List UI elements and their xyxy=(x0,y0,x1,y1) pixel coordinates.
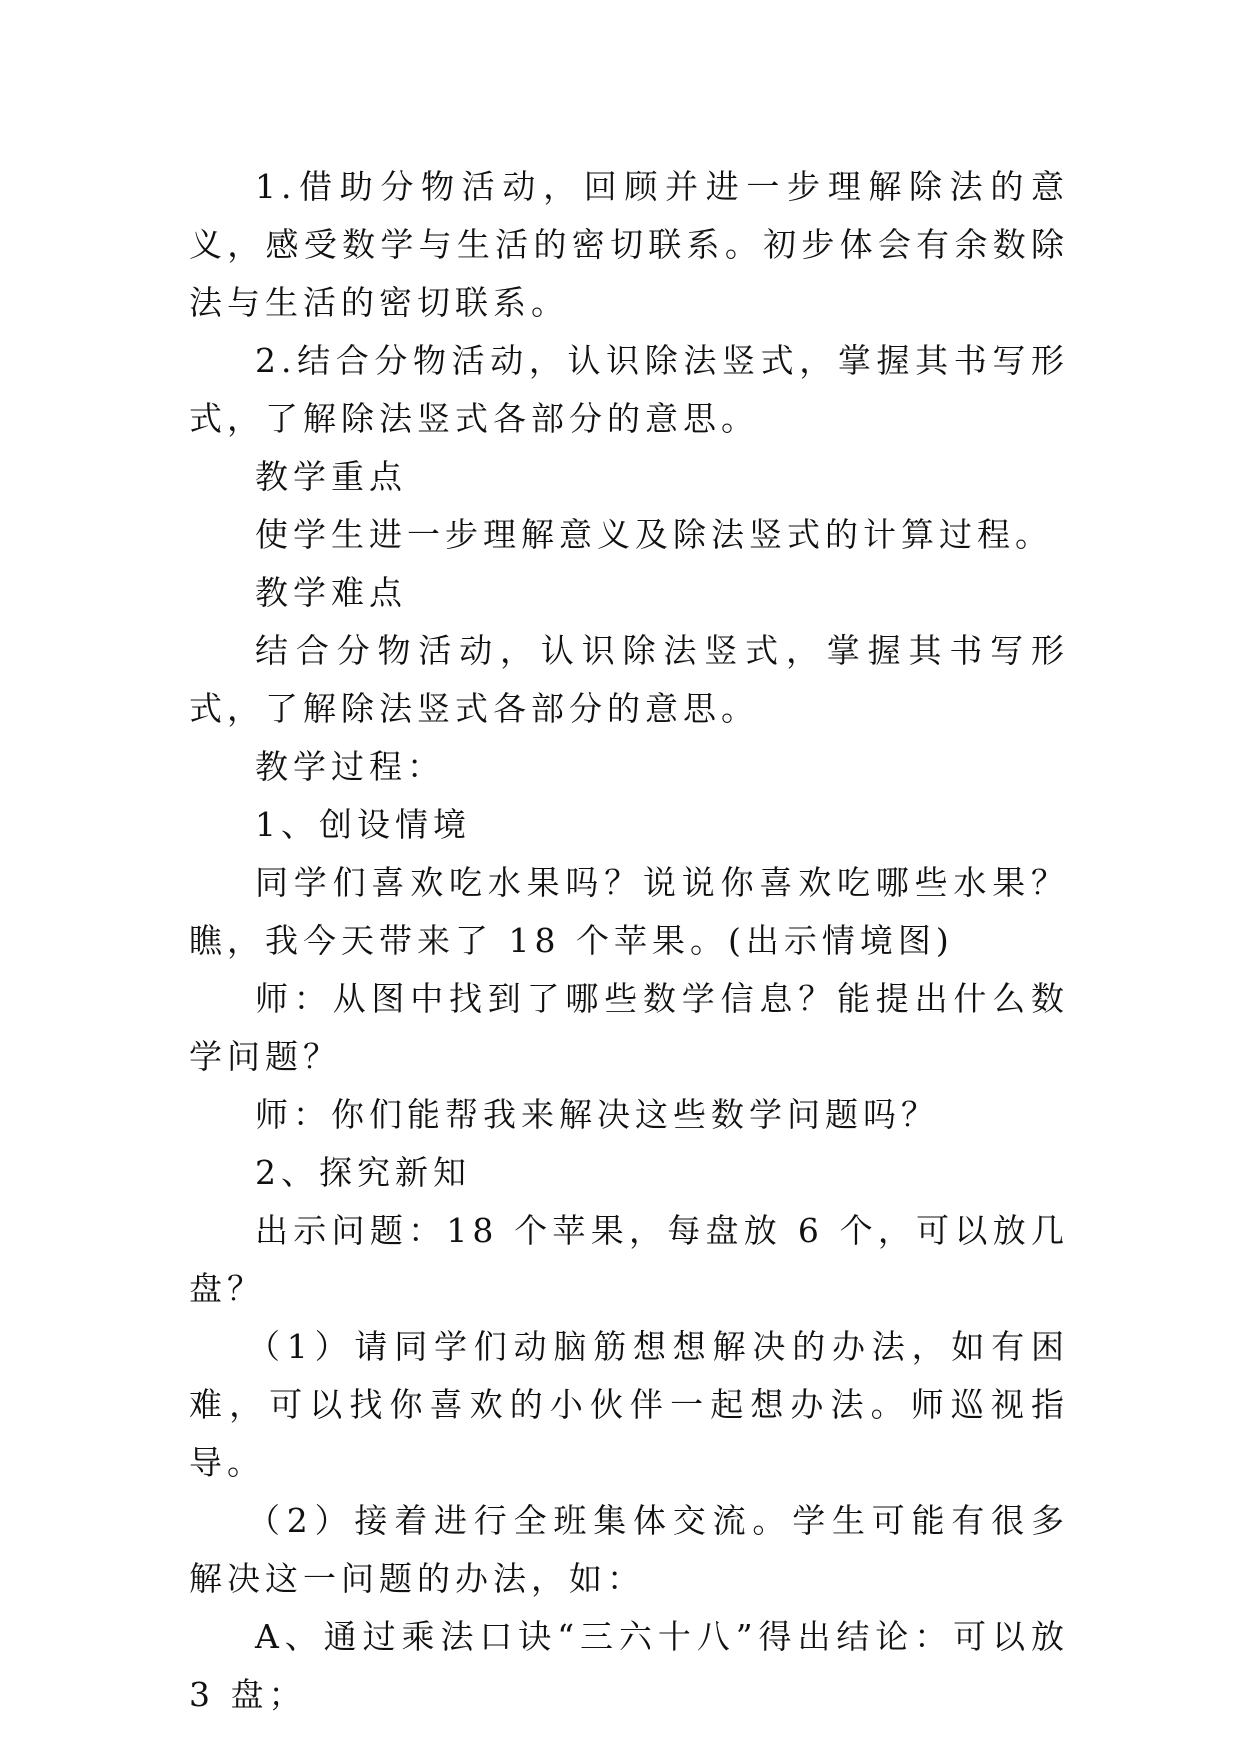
section-2-heading: 2、探究新知 xyxy=(255,1153,471,1192)
section-1-heading: 1、创设情境 xyxy=(255,805,471,844)
scenario-paragraph: 同学们喜欢吃水果吗？说说你喜欢吃哪些水果？瞧，我今天带来了 18 个苹果。(出示情境图) xyxy=(189,863,1069,960)
document-body xyxy=(189,158,1069,1724)
method-a-paragraph: A、通过乘法口诀“三六十八”得出结论：可以放 3 盘； xyxy=(189,1617,1069,1714)
step-2-paragraph: （2）接着进行全班集体交流。学生可能有很多解决这一问题的办法，如： xyxy=(189,1501,1069,1598)
key-points-heading: 教学重点 xyxy=(255,457,407,496)
problem-paragraph: 出示问题：18 个苹果，每盘放 6 个，可以放几盘？ xyxy=(189,1211,1069,1308)
objective-1-paragraph: 1.借助分物活动，回顾并进一步理解除法的意义，感受数学与生活的密切联系。初步体会有余数除法与生活的密切联系。 xyxy=(189,167,1069,322)
teacher-prompt-paragraph: 师：你们能帮我来解决这些数学问题吗？ xyxy=(255,1095,939,1134)
teacher-question-paragraph: 师：从图中找到了哪些数学信息？能提出什么数学问题？ xyxy=(189,979,1069,1076)
step-1-paragraph: （1）请同学们动脑筋想想解决的办法，如有困难，可以找你喜欢的小伙伴一起想办法。师巡视指导。 xyxy=(189,1327,1069,1482)
process-heading: 教学过程： xyxy=(255,747,445,786)
objective-2-paragraph: 2.结合分物活动，认识除法竖式，掌握其书写形式，了解除法竖式各部分的意思。 xyxy=(189,341,1069,438)
difficulties-heading: 教学难点 xyxy=(255,573,407,612)
key-points-paragraph: 使学生进一步理解意义及除法竖式的计算过程。 xyxy=(255,515,1053,554)
difficulties-paragraph: 结合分物活动，认识除法竖式，掌握其书写形式，了解除法竖式各部分的意思。 xyxy=(189,631,1069,728)
